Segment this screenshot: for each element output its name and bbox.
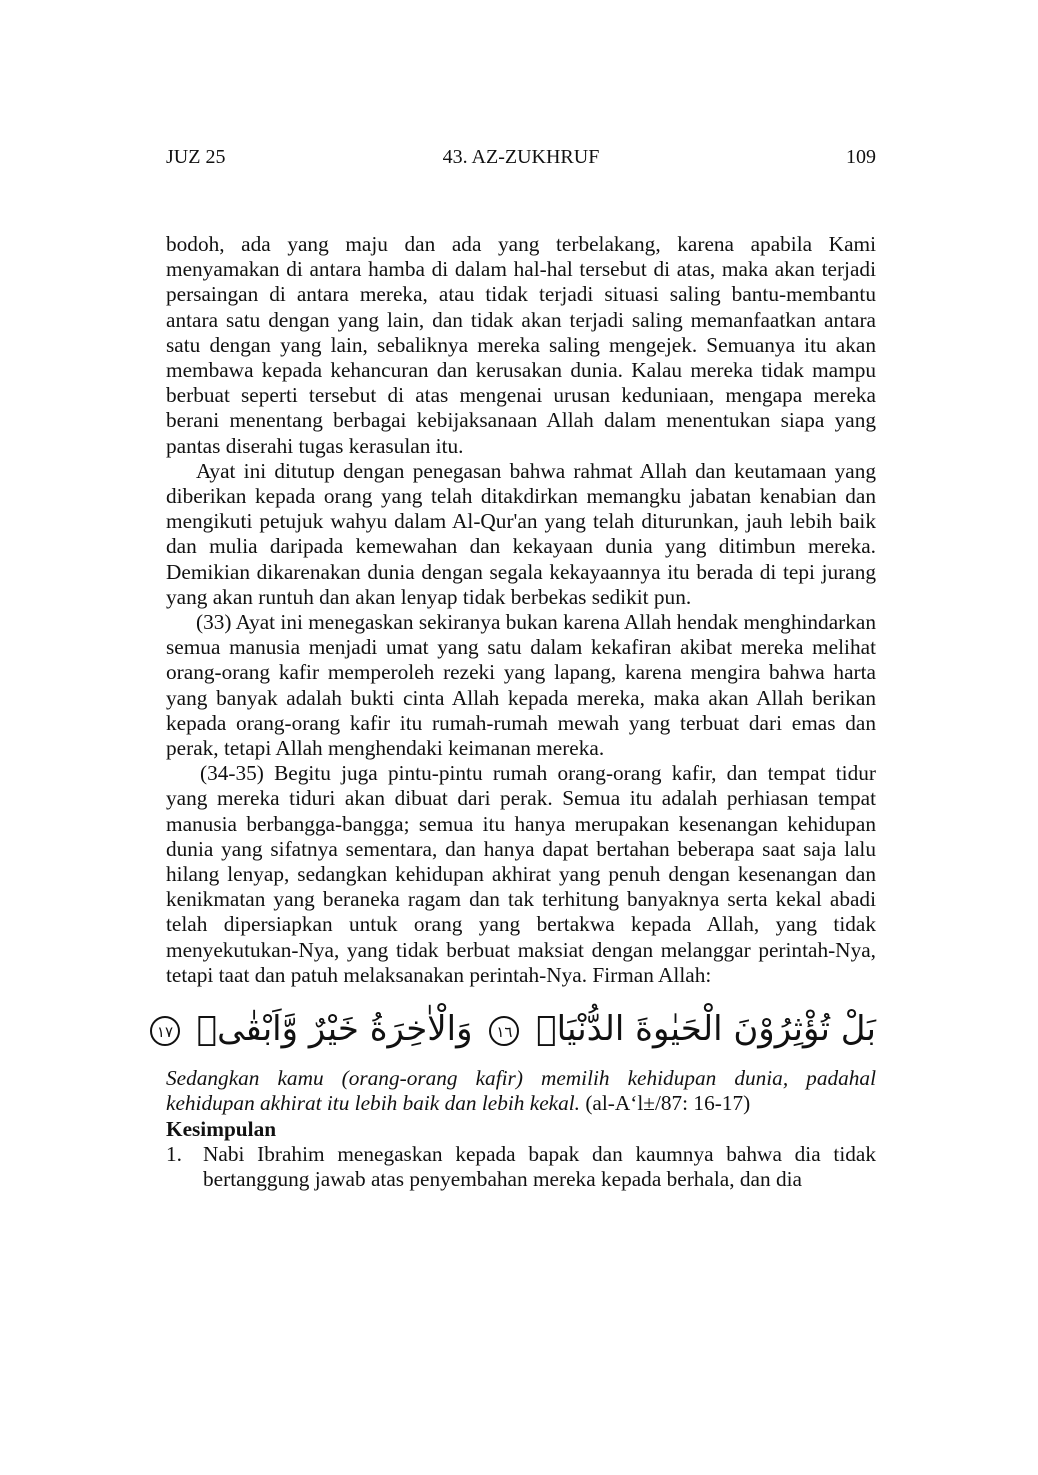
ayah-marker-16: ١٦ xyxy=(489,1016,519,1046)
verse-17-text: وَالْاٰخِرَةُ خَيْرٌ وَّاَبْقٰىۗ xyxy=(196,1009,473,1050)
verse-translation xyxy=(166,1066,876,1116)
page-number: 109 xyxy=(846,146,876,168)
conclusion-heading: Kesimpulan xyxy=(166,1116,277,1141)
verse-reference: (al-A‘l±/87: 16-17) xyxy=(580,1091,751,1116)
surah-title: 43. AZ-ZUKHRUF xyxy=(442,146,600,168)
page-body xyxy=(156,232,876,1192)
conclusion-item-number: 1. xyxy=(166,1141,182,1166)
juz-label: JUZ 25 xyxy=(166,146,226,168)
page-header xyxy=(166,146,876,176)
conclusion-item xyxy=(166,1142,876,1192)
ayah-marker-17: ١٧ xyxy=(150,1016,180,1046)
paragraph-continuation: bodoh, ada yang maju dan ada yang terbelakang, karena apabila Kami menyamakan di antara hamba di dalam hal-hal tersebut di atas, maka akan terjadi persaingan di antara mereka, atau tidak terjadi situasi saling bantu-membantu antara satu dengan yang lain, dan tidak akan terjadi saling memanfaatkan antara satu dengan yang lain, sebaliknya mereka saling mengejek. Semuanya itu akan membawa kepada kehancuran dan kerusakan dunia. Kalau mereka tidak mampu berbuat seperti tersebut di atas mengenai urusan keduniaan, mengapa mereka berani menentang berbagai kebijaksanaan Allah dalam menentukan siapa yang pantas diserahi tugas kerasulan itu. xyxy=(166,232,876,458)
quran-verse-arabic xyxy=(156,998,876,1060)
paragraph-closing-verse: Ayat ini ditutup dengan penegasan bahwa rahmat Allah dan keutamaan yang diberikan kepada orang yang telah ditakdirkan memangku jabatan kenabian dan mengikuti petujuk wahyu dalam Al-Qur'an yang telah diturunkan, jauh lebih baik dan mulia daripada kemewahan dan kekayaan dunia yang ditimbun mereka. Demikian dikarenakan dunia dengan segala kekayaannya itu berada di tepi jurang yang akan runtuh dan akan lenyap tidak berbekas sedikit pun. xyxy=(166,458,876,609)
verse-16-text: بَلْ تُؤْثِرُوْنَ الْحَيٰوةَ الدُّنْيَاۖ xyxy=(536,1009,876,1050)
translation-text: Sedangkan kamu (orang-orang kafir) memilih kehidupan dunia, padahal kehidupan akhirat itu lebih baik dan lebih kekal. xyxy=(166,1066,876,1116)
conclusion-item-text: Nabi Ibrahim menegaskan kepada bapak dan kaumnya bahwa dia tidak bertanggung jawab atas penyembahan mereka kepada berhala, dan dia xyxy=(203,1141,876,1191)
paragraph-verse-34-35: (34-35) Begitu juga pintu-pintu rumah orang-orang kafir, dan tempat tidur yang mereka tiduri akan dibuat dari perak. Semua itu adalah perhiasan tempat manusia berbangga-bangga; semua itu hanya merupakan kesenangan kehidupan dunia yang sifatnya sementara, dan hanya dapat bertahan beberapa saat saja lalu hilang lenyap, sedangkan kehidupan akhirat yang penuh dengan kesenangan dan kenikmatan yang beraneka ragam dan tak terhitung banyaknya serta kekal abadi telah dipersiapkan untuk orang yang bertakwa kepada Allah, yang tidak menyekutukan-Nya, yang tidak berbuat maksiat dengan melanggar perintah-Nya, tetapi taat dan patuh melaksanakan perintah-Nya. Firman Allah: xyxy=(166,761,876,987)
paragraph-verse-33: (33) Ayat ini menegaskan sekiranya bukan karena Allah hendak menghindarkan semua manusia menjadi umat yang satu dalam kekafiran akibat mereka melihat orang-orang kafir memperoleh rezeki yang lapang, karena mengira bahwa harta yang banyak adalah bukti cinta Allah kepada mereka, maka akan Allah berikan kepada orang-orang kafir itu rumah-rumah mewah yang terbuat dari emas dan perak, tetapi Allah menghendaki keimanan mereka. xyxy=(166,610,876,761)
